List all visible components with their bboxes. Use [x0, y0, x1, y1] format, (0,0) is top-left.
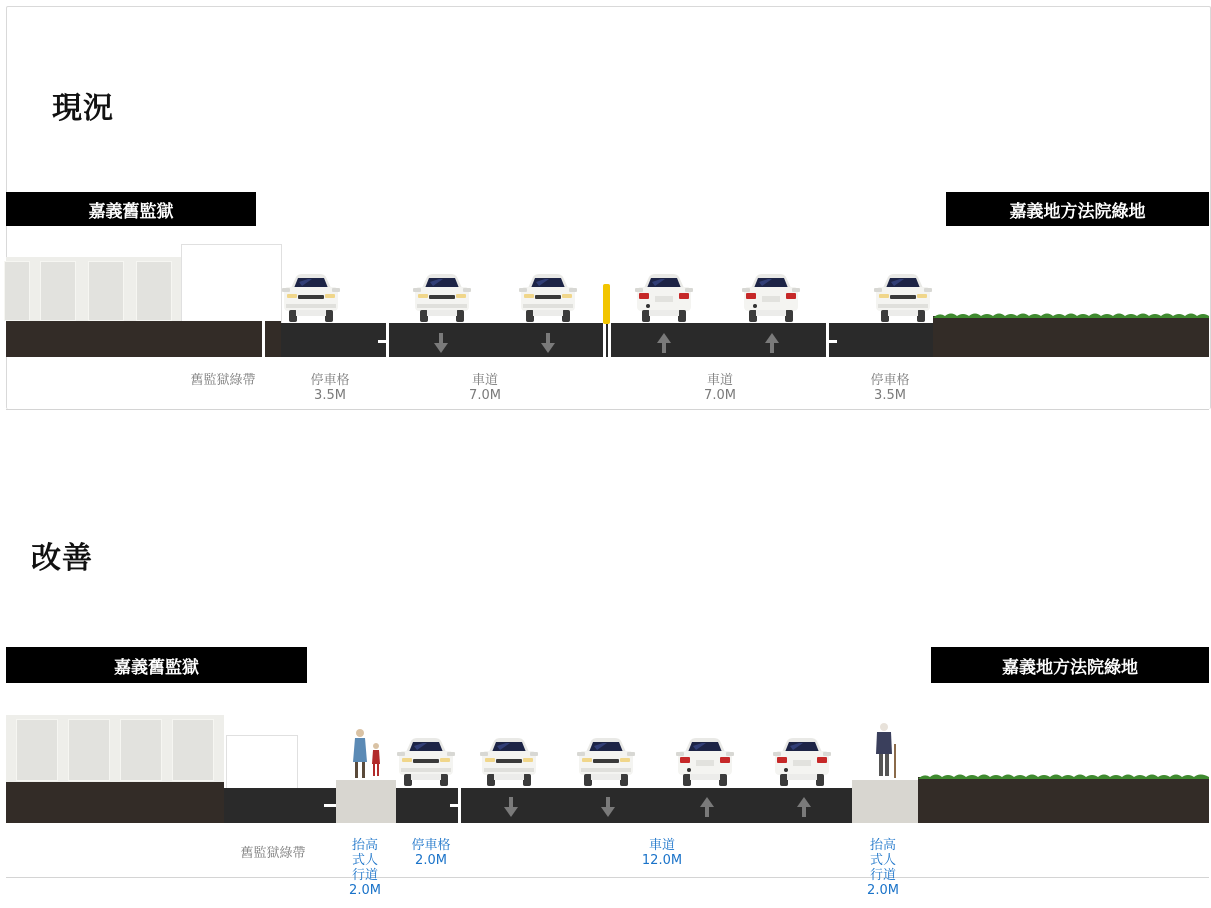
pedestrian-icon	[348, 728, 384, 782]
car-rear-icon	[676, 738, 734, 788]
arrow-down-icon	[434, 333, 448, 353]
greenbelt-block	[226, 735, 298, 789]
grass-strip	[918, 771, 1209, 779]
left-banner: 嘉義舊監獄	[6, 192, 256, 226]
label-lanes: 車道 12.0M	[641, 838, 683, 868]
arrow-up-icon	[765, 333, 779, 353]
label-sidewalk-right: 抬高 式人 行道 2.0M	[867, 838, 899, 898]
bollard-icon	[603, 284, 610, 324]
road-improved	[396, 788, 852, 823]
car-rear-icon	[742, 274, 800, 324]
raised-sidewalk-right	[852, 780, 918, 823]
label-lane-right: 車道 7.0M	[704, 373, 736, 403]
label-parking-left: 停車格 3.5M	[310, 373, 350, 403]
car-front-icon	[519, 274, 577, 324]
arrow-up-icon	[657, 333, 671, 353]
left-banner: 嘉義舊監獄	[6, 647, 307, 683]
car-rear-icon	[635, 274, 693, 324]
arrow-up-icon	[797, 797, 811, 817]
car-front-icon	[397, 738, 455, 788]
label-sidewalk-left: 抬高 式人 行道 2.0M	[349, 838, 381, 898]
label-greenbelt: 舊監獄綠帶	[240, 846, 306, 861]
soil-right	[918, 777, 1209, 823]
label-parking-right: 停車格 3.5M	[870, 373, 910, 403]
improved-heading: 改善	[31, 541, 93, 576]
car-rear-icon	[773, 738, 831, 788]
prison-wall	[6, 715, 224, 782]
right-banner: 嘉義地方法院綠地	[931, 647, 1209, 683]
car-front-icon	[577, 738, 635, 788]
label-parking: 停車格 2.0M	[411, 838, 451, 868]
arrow-up-icon	[700, 797, 714, 817]
soil-left	[6, 782, 224, 823]
soil-right	[933, 316, 1209, 357]
pedestrian-icon	[872, 722, 900, 780]
arrow-down-icon	[504, 797, 518, 817]
label-lane-left: 車道 7.0M	[469, 373, 501, 403]
prison-wall	[6, 257, 184, 321]
car-front-icon	[282, 274, 340, 324]
greenbelt-strip	[224, 788, 336, 823]
divider	[6, 409, 1209, 410]
raised-sidewalk-left	[336, 780, 396, 823]
arrow-down-icon	[601, 797, 615, 817]
grass-strip	[933, 310, 1209, 318]
divider	[6, 877, 1209, 878]
label-greenbelt: 舊監獄綠帶	[190, 373, 256, 388]
car-front-icon	[413, 274, 471, 324]
right-banner: 嘉義地方法院綠地	[946, 192, 1209, 226]
soil-left	[6, 321, 262, 357]
greenbelt-block	[181, 244, 282, 324]
car-front-icon	[480, 738, 538, 788]
current-heading: 現況	[52, 91, 114, 126]
car-front-icon	[874, 274, 932, 324]
arrow-down-icon	[541, 333, 555, 353]
